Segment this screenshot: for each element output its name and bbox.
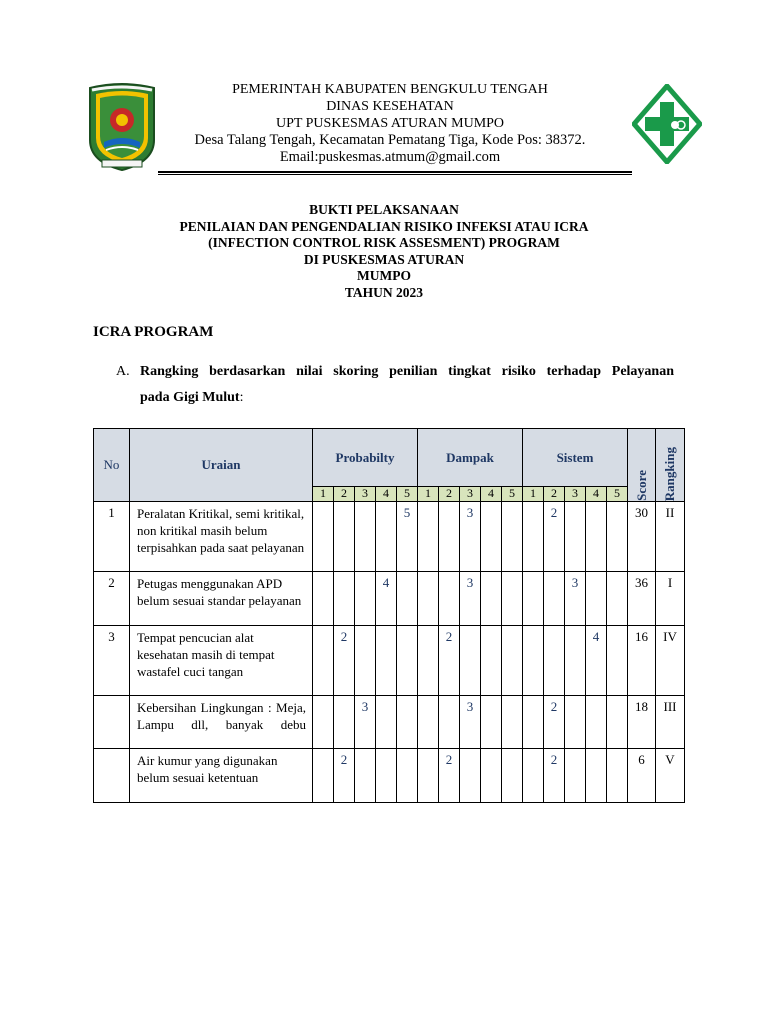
rating-cell xyxy=(313,696,334,749)
rating-cell xyxy=(544,626,565,696)
section-heading: ICRA PROGRAM xyxy=(93,324,214,340)
scale-cell: 1 xyxy=(418,487,439,502)
row-score: 6 xyxy=(628,749,656,803)
rating-cell: 4 xyxy=(376,572,397,626)
title-line: PENILAIAN DAN PENGENDALIAN RISIKO INFEKSI ATAU ICRA xyxy=(179,218,589,234)
rating-cell xyxy=(355,749,376,803)
row-number xyxy=(94,749,130,803)
rating-cell xyxy=(586,749,607,803)
rating-cell: 3 xyxy=(460,502,481,572)
header-department: DINAS KESEHATAN xyxy=(326,99,454,114)
icra-table xyxy=(93,428,685,803)
rating-cell xyxy=(481,572,502,626)
rating-cell xyxy=(334,502,355,572)
rating-cell: 4 xyxy=(586,626,607,696)
row-score: 18 xyxy=(628,696,656,749)
rating-cell xyxy=(313,572,334,626)
header-address: Desa Talang Tengah, Kecamatan Pematang Tiga, Kode Pos: 38372. xyxy=(194,132,586,148)
scale-cell: 4 xyxy=(586,487,607,502)
header-sistem: Sistem xyxy=(523,429,628,487)
row-number xyxy=(94,696,130,749)
header-divider xyxy=(158,171,632,173)
rating-cell xyxy=(313,749,334,803)
header-score xyxy=(628,429,656,502)
rating-cell xyxy=(460,749,481,803)
rating-cell xyxy=(481,626,502,696)
rating-cell xyxy=(607,749,628,803)
rating-cell xyxy=(397,749,418,803)
table-row xyxy=(94,502,685,572)
rating-cell xyxy=(607,502,628,572)
rating-cell xyxy=(502,502,523,572)
rating-cell xyxy=(523,502,544,572)
header-dampak: Dampak xyxy=(418,429,523,487)
title-line: DI PUSKESMAS ATURAN xyxy=(303,251,465,267)
row-rank: I xyxy=(656,572,685,626)
header-rangking xyxy=(656,429,685,502)
scale-cell: 3 xyxy=(460,487,481,502)
rating-cell xyxy=(586,696,607,749)
row-number: 2 xyxy=(94,572,130,626)
row-score: 16 xyxy=(628,626,656,696)
list-item-label: A. xyxy=(116,364,130,379)
rating-cell xyxy=(418,696,439,749)
title-line: MUMPO xyxy=(357,268,411,283)
row-score: 30 xyxy=(628,502,656,572)
scale-cell: 4 xyxy=(376,487,397,502)
rating-cell xyxy=(418,749,439,803)
table-row xyxy=(94,626,685,696)
title-line: (INFECTION CONTROL RISK ASSESMENT) PROGRAM xyxy=(208,235,560,250)
rating-cell: 3 xyxy=(565,572,586,626)
rating-cell: 3 xyxy=(355,696,376,749)
rating-cell: 2 xyxy=(334,749,355,803)
scale-cell: 1 xyxy=(313,487,334,502)
rating-cell xyxy=(439,696,460,749)
title-line: BUKTI PELAKSANAAN xyxy=(309,202,459,217)
row-uraian: Petugas menggunakan APD belum sesuai standar pelayanan xyxy=(130,572,313,626)
row-rank: II xyxy=(656,502,685,572)
rating-cell xyxy=(502,572,523,626)
rating-cell: 2 xyxy=(439,626,460,696)
header-divider-thin xyxy=(158,174,632,175)
rating-cell xyxy=(376,696,397,749)
rating-cell xyxy=(376,502,397,572)
rating-cell xyxy=(313,502,334,572)
rating-cell xyxy=(355,626,376,696)
header-score-text: Score xyxy=(633,470,649,501)
row-uraian: Kebersihan Lingkungan : Meja, Lampu dll, banyak debu xyxy=(130,696,313,749)
rating-cell xyxy=(334,572,355,626)
list-item-a xyxy=(116,359,674,405)
list-item-colon: : xyxy=(239,390,244,405)
rating-cell xyxy=(355,572,376,626)
rating-cell xyxy=(523,696,544,749)
rating-cell xyxy=(460,626,481,696)
list-item-text-cont: pada Gigi Mulut xyxy=(140,390,240,405)
puskesmas-cross-icon xyxy=(632,84,702,164)
header-email: Email:puskesmas.atmum@gmail.com xyxy=(279,149,501,165)
rating-cell xyxy=(502,749,523,803)
rating-cell xyxy=(481,696,502,749)
header-rangking-text: Rangking xyxy=(662,446,677,501)
rating-cell xyxy=(481,749,502,803)
document-title xyxy=(100,202,668,301)
rating-cell xyxy=(313,626,334,696)
rating-cell: 2 xyxy=(334,626,355,696)
scale-cell: 2 xyxy=(439,487,460,502)
rating-cell xyxy=(502,626,523,696)
rating-cell xyxy=(565,502,586,572)
rating-cell xyxy=(439,502,460,572)
scale-cell: 2 xyxy=(544,487,565,502)
rating-cell xyxy=(586,572,607,626)
rating-cell xyxy=(376,626,397,696)
rating-cell xyxy=(565,626,586,696)
scale-cell: 5 xyxy=(397,487,418,502)
header-no: No xyxy=(94,429,130,502)
rating-cell: 5 xyxy=(397,502,418,572)
rating-cell xyxy=(376,749,397,803)
rating-cell: 3 xyxy=(460,696,481,749)
rating-cell: 2 xyxy=(544,696,565,749)
regency-crest-icon xyxy=(86,82,158,172)
header-probability: Probabilty xyxy=(313,429,418,487)
rating-cell xyxy=(502,696,523,749)
rating-cell xyxy=(523,572,544,626)
scale-cell: 2 xyxy=(334,487,355,502)
rating-cell xyxy=(565,696,586,749)
rating-cell xyxy=(607,696,628,749)
row-uraian: Peralatan Kritikal, semi kritikal, non kritikal masih belum terpisahkan pada saat pelayanan xyxy=(130,502,313,572)
header-uraian: Uraian xyxy=(130,429,313,502)
row-rank: IV xyxy=(656,626,685,696)
rating-cell xyxy=(565,749,586,803)
table-row xyxy=(94,696,685,749)
scale-cell: 5 xyxy=(502,487,523,502)
header-government: PEMERINTAH KABUPATEN BENGKULU TENGAH xyxy=(232,82,548,97)
rating-cell xyxy=(334,696,355,749)
table-row xyxy=(94,749,685,803)
scale-cell: 1 xyxy=(523,487,544,502)
rating-cell xyxy=(418,626,439,696)
rating-cell xyxy=(397,626,418,696)
rating-cell: 3 xyxy=(460,572,481,626)
row-rank: III xyxy=(656,696,685,749)
row-uraian: Air kumur yang digunakan belum sesuai ketentuan xyxy=(130,749,313,803)
scale-cell: 3 xyxy=(565,487,586,502)
rating-cell xyxy=(481,502,502,572)
rating-cell: 2 xyxy=(544,502,565,572)
scale-cell: 4 xyxy=(481,487,502,502)
rating-cell xyxy=(418,502,439,572)
rating-cell: 2 xyxy=(439,749,460,803)
row-number: 1 xyxy=(94,502,130,572)
scale-cell: 3 xyxy=(355,487,376,502)
list-item-text: Rangking berdasarkan nilai skoring penilian tingkat risiko terhadap Pelayanan xyxy=(140,364,674,379)
row-score: 36 xyxy=(628,572,656,626)
rating-cell xyxy=(397,572,418,626)
title-line: TAHUN 2023 xyxy=(344,284,424,300)
row-uraian: Tempat pencucian alat kesehatan masih di tempat wastafel cuci tangan xyxy=(130,626,313,696)
rating-cell: 2 xyxy=(544,749,565,803)
rating-cell xyxy=(607,626,628,696)
rating-cell xyxy=(523,626,544,696)
rating-cell xyxy=(544,572,565,626)
rating-cell xyxy=(355,502,376,572)
rating-cell xyxy=(418,572,439,626)
rating-cell xyxy=(586,502,607,572)
table-row xyxy=(94,572,685,626)
row-number: 3 xyxy=(94,626,130,696)
rating-cell xyxy=(397,696,418,749)
scale-cell: 5 xyxy=(607,487,628,502)
header-puskesmas: UPT PUSKESMAS ATURAN MUMPO xyxy=(275,116,505,131)
row-rank: V xyxy=(656,749,685,803)
rating-cell xyxy=(439,572,460,626)
rating-cell xyxy=(523,749,544,803)
rating-cell xyxy=(607,572,628,626)
